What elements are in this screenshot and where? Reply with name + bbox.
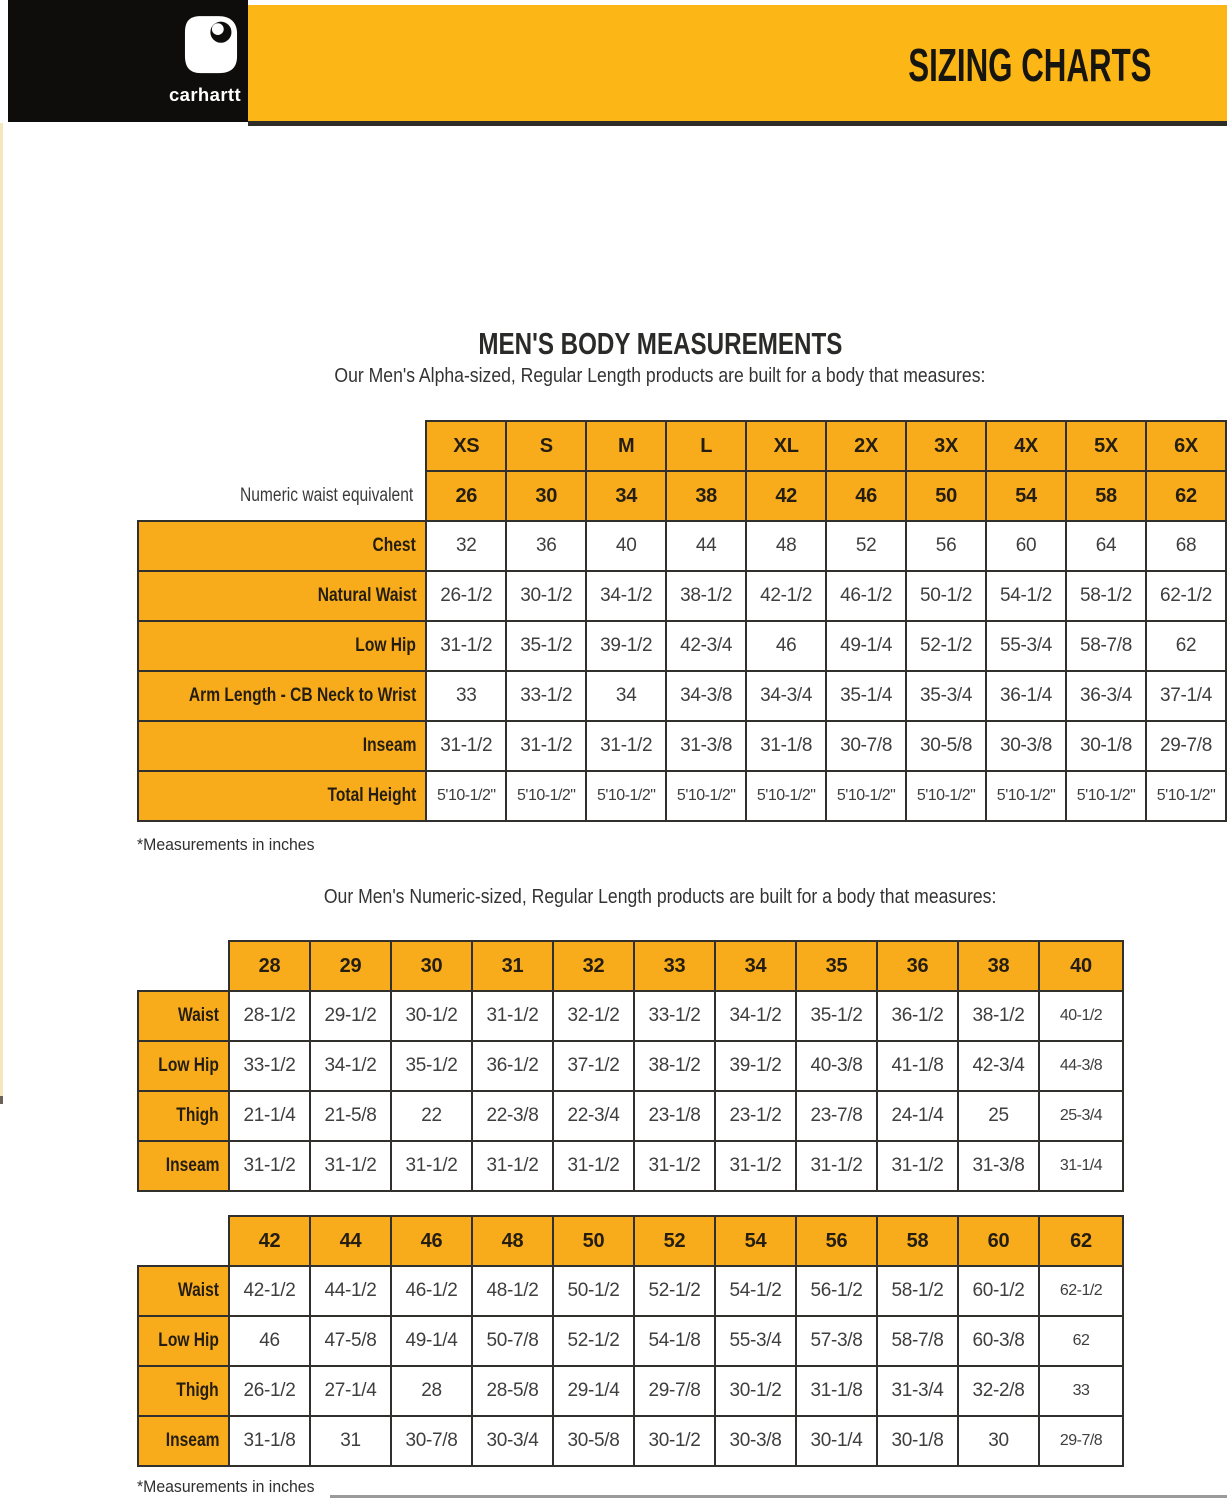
- measurement-cell: 28: [391, 1366, 472, 1416]
- row-label-cell: [138, 1316, 229, 1366]
- measurement-cell: 49-1/4: [826, 621, 906, 671]
- measurement-cell: 54-1/2: [715, 1266, 796, 1316]
- measurement-cell: 31-1/8: [229, 1416, 310, 1466]
- size-header-cell: L: [666, 421, 746, 471]
- size-header-row: [138, 421, 1226, 471]
- carhartt-c-icon: [180, 11, 242, 77]
- measurement-cell: 30: [958, 1416, 1039, 1466]
- measurement-cell: 34-1/2: [586, 571, 666, 621]
- measurement-cell: 5'10-1/2": [426, 771, 506, 821]
- numeric-size-table-42-62: [137, 1215, 1124, 1467]
- carhartt-logo-box: [8, 0, 248, 122]
- measurement-cell: 5'10-1/2": [986, 771, 1066, 821]
- measurement-cell: 21-1/4: [229, 1091, 310, 1141]
- measurement-cell: 36-1/4: [986, 671, 1066, 721]
- size-header-cell: 56: [796, 1216, 877, 1266]
- row-label-cell: [138, 671, 426, 721]
- row-label-cell-text: Low Hip: [158, 1330, 219, 1351]
- size-header-cell: 38: [958, 941, 1039, 991]
- measurement-cell: 31-1/2: [796, 1141, 877, 1191]
- row-label-cell: [138, 621, 426, 671]
- row-label-cell-text: Inseam: [362, 735, 417, 756]
- measurement-cell: 41-1/8: [877, 1041, 958, 1091]
- measurements-in-inches-note: *Measurements in inches: [137, 835, 315, 854]
- size-header-cell: 5X: [1066, 421, 1146, 471]
- measurement-cell: 40: [586, 521, 666, 571]
- numeric-waist-label: [138, 471, 426, 521]
- measurement-cell: 68: [1146, 521, 1226, 571]
- measurement-cell: 25: [958, 1091, 1039, 1141]
- size-header-cell: 50: [553, 1216, 634, 1266]
- row-label-cell: [138, 571, 426, 621]
- size-header-cell: XL: [746, 421, 826, 471]
- measurement-row: [138, 1366, 1123, 1416]
- banner-underline: [248, 121, 1227, 126]
- measurement-cell: 50-7/8: [472, 1316, 553, 1366]
- measurement-cell: 62-1/2: [1146, 571, 1226, 621]
- row-label-cell: [138, 771, 426, 821]
- measurement-cell: 60-3/8: [958, 1316, 1039, 1366]
- measurement-cell: 46-1/2: [826, 571, 906, 621]
- measurement-row: [138, 1266, 1123, 1316]
- size-header-cell: 52: [634, 1216, 715, 1266]
- measurement-cell: 23-1/2: [715, 1091, 796, 1141]
- measurement-cell: 23-1/8: [634, 1091, 715, 1141]
- measurement-cell: 29-7/8: [1146, 721, 1226, 771]
- measurement-cell: 44-3/8: [1039, 1041, 1123, 1091]
- row-label-cell-text: Inseam: [165, 1155, 219, 1176]
- measurement-cell: 22: [391, 1091, 472, 1141]
- measurement-cell: 36: [506, 521, 586, 571]
- measurement-cell: 35-1/2: [506, 621, 586, 671]
- numeric-waist-cell: 46: [826, 471, 906, 521]
- row-label-cell-text: Inseam: [165, 1430, 219, 1451]
- size-header-cell: 62: [1039, 1216, 1123, 1266]
- size-header-cell: 28: [229, 941, 310, 991]
- measurement-cell: 30-7/8: [826, 721, 906, 771]
- measurement-cell: 48-1/2: [472, 1266, 553, 1316]
- measurement-cell: 58-1/2: [1066, 571, 1146, 621]
- numeric-waist-label-text: Numeric waist equivalent: [240, 484, 414, 506]
- size-header-cell: 30: [391, 941, 472, 991]
- measurement-cell: 38-1/2: [666, 571, 746, 621]
- measurement-cell: 23-7/8: [796, 1091, 877, 1141]
- measurement-cell: 44: [666, 521, 746, 571]
- measurement-cell: 31-3/8: [958, 1141, 1039, 1191]
- numeric-waist-row: [138, 471, 1226, 521]
- row-label-cell: [138, 521, 426, 571]
- measurement-cell: 31-1/2: [229, 1141, 310, 1191]
- size-header-cell: 40: [1039, 941, 1123, 991]
- measurement-cell: 46: [229, 1316, 310, 1366]
- measurement-cell: 33-1/2: [229, 1041, 310, 1091]
- row-label-cell-text: Low Hip: [158, 1055, 219, 1076]
- measurement-cell: 34-3/8: [666, 671, 746, 721]
- measurement-cell: 56-1/2: [796, 1266, 877, 1316]
- size-header-cell: 36: [877, 941, 958, 991]
- measurement-cell: 62: [1039, 1316, 1123, 1366]
- measurement-cell: 48: [746, 521, 826, 571]
- measurement-cell: 32-1/2: [553, 991, 634, 1041]
- size-header-cell: 31: [472, 941, 553, 991]
- numeric-waist-cell: 42: [746, 471, 826, 521]
- brand-wordmark: carhartt: [168, 84, 242, 105]
- measurement-cell: 28-1/2: [229, 991, 310, 1041]
- measurement-cell: 62-1/2: [1039, 1266, 1123, 1316]
- measurement-cell: 56: [906, 521, 986, 571]
- measurement-cell: 31-1/2: [877, 1141, 958, 1191]
- bottom-divider-line: [330, 1495, 1227, 1498]
- size-header-cell: 60: [958, 1216, 1039, 1266]
- numeric-waist-cell: 26: [426, 471, 506, 521]
- measurements-in-inches-note: *Measurements in inches: [137, 1477, 315, 1496]
- measurement-cell: 22-3/4: [553, 1091, 634, 1141]
- numeric-waist-cell: 54: [986, 471, 1066, 521]
- measurement-cell: 54-1/8: [634, 1316, 715, 1366]
- measurement-cell: 36-1/2: [877, 991, 958, 1041]
- measurement-cell: 50-1/2: [906, 571, 986, 621]
- measurement-cell: 46-1/2: [391, 1266, 472, 1316]
- measurement-cell: 39-1/2: [586, 621, 666, 671]
- measurement-cell: 35-1/2: [391, 1041, 472, 1091]
- measurement-cell: 52: [826, 521, 906, 571]
- measurement-cell: 38-1/2: [958, 991, 1039, 1041]
- measurement-cell: 52-1/2: [906, 621, 986, 671]
- measurement-cell: 31-1/2: [426, 721, 506, 771]
- measurement-cell: 35-1/4: [826, 671, 906, 721]
- measurement-cell: 58-7/8: [877, 1316, 958, 1366]
- measurement-cell: 37-1/4: [1146, 671, 1226, 721]
- numeric-size-table-42-62-mount: [137, 1215, 1124, 1467]
- size-header-cell: 34: [715, 941, 796, 991]
- numeric-waist-cell: 58: [1066, 471, 1146, 521]
- measurement-cell: 31-1/2: [715, 1141, 796, 1191]
- measurement-cell: 31-1/2: [634, 1141, 715, 1191]
- measurement-cell: 29-7/8: [1039, 1416, 1123, 1466]
- measurement-cell: 62: [1146, 621, 1226, 671]
- measurement-cell: 5'10-1/2": [666, 771, 746, 821]
- measurement-cell: 5'10-1/2": [906, 771, 986, 821]
- measurement-cell: 31: [310, 1416, 391, 1466]
- size-header-cell: 35: [796, 941, 877, 991]
- row-label-cell-text: Arm Length - CB Neck to Wrist: [188, 685, 417, 706]
- measurement-cell: 26-1/2: [426, 571, 506, 621]
- measurement-cell: 31-3/8: [666, 721, 746, 771]
- measurement-cell: 31-1/2: [310, 1141, 391, 1191]
- size-header-cell: XS: [426, 421, 506, 471]
- numeric-waist-cell: 30: [506, 471, 586, 521]
- measurement-cell: 35-1/2: [796, 991, 877, 1041]
- size-header-cell: 33: [634, 941, 715, 991]
- numeric-waist-cell: 38: [666, 471, 746, 521]
- measurement-cell: 29-1/4: [553, 1366, 634, 1416]
- row-label-cell-text: Thigh: [176, 1380, 219, 1401]
- page-edge-tick: [0, 1096, 3, 1104]
- row-label-cell: [138, 1041, 229, 1091]
- size-header-cell: M: [586, 421, 666, 471]
- measurement-row: [138, 521, 1226, 571]
- measurement-cell: 21-5/8: [310, 1091, 391, 1141]
- measurement-cell: 39-1/2: [715, 1041, 796, 1091]
- measurement-cell: 5'10-1/2": [506, 771, 586, 821]
- size-header-cell: S: [506, 421, 586, 471]
- size-header-cell: 58: [877, 1216, 958, 1266]
- row-label-cell: [138, 1091, 229, 1141]
- measurement-cell: 36-1/2: [472, 1041, 553, 1091]
- measurement-cell: 34-1/2: [715, 991, 796, 1041]
- measurement-cell: 34-3/4: [746, 671, 826, 721]
- measurement-cell: 31-1/2: [472, 1141, 553, 1191]
- size-header-cell: 46: [391, 1216, 472, 1266]
- measurement-cell: 31-1/8: [746, 721, 826, 771]
- row-label-cell: [138, 1366, 229, 1416]
- measurement-cell: 42-1/2: [746, 571, 826, 621]
- row-label-cell: [138, 721, 426, 771]
- blank-cell: [138, 1216, 229, 1266]
- measurement-cell: 28-5/8: [472, 1366, 553, 1416]
- measurement-cell: 30-1/8: [877, 1416, 958, 1466]
- row-label-cell: [138, 1416, 229, 1466]
- measurement-cell: 30-1/2: [715, 1366, 796, 1416]
- numeric-size-table-28-40: [137, 940, 1124, 1192]
- measurement-cell: 60: [986, 521, 1066, 571]
- measurement-cell: 46: [746, 621, 826, 671]
- row-label-cell-text: Thigh: [176, 1105, 219, 1126]
- measurement-cell: 36-3/4: [1066, 671, 1146, 721]
- measurement-cell: 60-1/2: [958, 1266, 1039, 1316]
- measurement-cell: 33: [1039, 1366, 1123, 1416]
- row-label-cell: [138, 991, 229, 1041]
- row-label-cell-text: Natural Waist: [317, 585, 417, 606]
- size-header-cell: 32: [553, 941, 634, 991]
- alpha-size-table-mount: [137, 420, 1227, 822]
- measurement-cell: 26-1/2: [229, 1366, 310, 1416]
- measurement-cell: 55-3/4: [986, 621, 1066, 671]
- measurement-cell: 42-3/4: [666, 621, 746, 671]
- measurement-cell: 42-1/2: [229, 1266, 310, 1316]
- numeric-sized-subtitle: Our Men's Numeric-sized, Regular Length products are built for a body that measures:: [323, 886, 997, 908]
- row-label-cell-text: Chest: [372, 535, 417, 556]
- row-label-cell: [138, 1266, 229, 1316]
- measurement-cell: 34-1/2: [310, 1041, 391, 1091]
- measurement-cell: 31-3/4: [877, 1366, 958, 1416]
- measurement-cell: 31-1/8: [796, 1366, 877, 1416]
- measurement-cell: 29-7/8: [634, 1366, 715, 1416]
- measurement-cell: 35-3/4: [906, 671, 986, 721]
- size-header-cell: 6X: [1146, 421, 1226, 471]
- measurement-cell: 5'10-1/2": [746, 771, 826, 821]
- measurement-row: [138, 671, 1226, 721]
- measurement-cell: 52-1/2: [553, 1316, 634, 1366]
- measurement-cell: 5'10-1/2": [586, 771, 666, 821]
- size-header-row: [138, 1216, 1123, 1266]
- measurement-cell: 31-1/2: [553, 1141, 634, 1191]
- measurement-cell: 30-1/2: [506, 571, 586, 621]
- alpha-size-table: [137, 420, 1227, 822]
- measurement-cell: 5'10-1/2": [826, 771, 906, 821]
- measurement-cell: 27-1/4: [310, 1366, 391, 1416]
- measurement-cell: 30-3/8: [715, 1416, 796, 1466]
- measurement-cell: 31-1/2: [586, 721, 666, 771]
- measurement-cell: 64: [1066, 521, 1146, 571]
- measurement-cell: 31-1/2: [426, 621, 506, 671]
- measurement-cell: 58-7/8: [1066, 621, 1146, 671]
- measurement-cell: 40-1/2: [1039, 991, 1123, 1041]
- measurement-row: [138, 1041, 1123, 1091]
- measurement-cell: 57-3/8: [796, 1316, 877, 1366]
- measurement-row: [138, 771, 1226, 821]
- measurement-cell: 22-3/8: [472, 1091, 553, 1141]
- size-header-cell: 29: [310, 941, 391, 991]
- row-label-cell-text: Total Height: [327, 785, 417, 806]
- measurement-cell: 33-1/2: [506, 671, 586, 721]
- size-header-cell: 2X: [826, 421, 906, 471]
- measurement-cell: 32: [426, 521, 506, 571]
- measurement-cell: 44-1/2: [310, 1266, 391, 1316]
- measurement-cell: 40-3/8: [796, 1041, 877, 1091]
- measurement-cell: 5'10-1/2": [1146, 771, 1226, 821]
- row-label-cell-text: Low Hip: [355, 635, 417, 656]
- measurement-cell: 47-5/8: [310, 1316, 391, 1366]
- measurement-row: [138, 571, 1226, 621]
- measurement-cell: 31-1/2: [472, 991, 553, 1041]
- size-header-cell: 48: [472, 1216, 553, 1266]
- measurement-row: [138, 1416, 1123, 1466]
- measurement-row: [138, 1141, 1123, 1191]
- size-header-row: [138, 941, 1123, 991]
- section-heading-mens-body-measurements: MEN'S BODY MEASUREMENTS: [477, 326, 843, 361]
- measurement-cell: 32-2/8: [958, 1366, 1039, 1416]
- measurement-cell: 49-1/4: [391, 1316, 472, 1366]
- measurement-cell: 30-1/2: [634, 1416, 715, 1466]
- measurement-cell: 37-1/2: [553, 1041, 634, 1091]
- measurement-cell: 30-5/8: [906, 721, 986, 771]
- measurement-cell: 52-1/2: [634, 1266, 715, 1316]
- measurement-row: [138, 991, 1123, 1041]
- blank-cell: [138, 421, 426, 471]
- alpha-sized-subtitle: Our Men's Alpha-sized, Regular Length products are built for a body that measures:: [334, 365, 986, 387]
- row-label-cell-text: Waist: [178, 1280, 219, 1301]
- page-banner-title: SIZING CHARTS: [908, 39, 1152, 91]
- measurement-cell: 31-1/2: [506, 721, 586, 771]
- measurement-cell: 58-1/2: [877, 1266, 958, 1316]
- measurement-cell: 5'10-1/2": [1066, 771, 1146, 821]
- row-label-cell: [138, 1141, 229, 1191]
- measurement-row: [138, 721, 1226, 771]
- measurement-cell: 30-5/8: [553, 1416, 634, 1466]
- measurement-cell: 42-3/4: [958, 1041, 1039, 1091]
- size-header-cell: 3X: [906, 421, 986, 471]
- measurement-cell: 24-1/4: [877, 1091, 958, 1141]
- measurement-cell: 30-1/4: [796, 1416, 877, 1466]
- measurement-cell: 30-7/8: [391, 1416, 472, 1466]
- measurement-cell: 31-1/4: [1039, 1141, 1123, 1191]
- measurement-cell: 25-3/4: [1039, 1091, 1123, 1141]
- measurement-cell: 31-1/2: [391, 1141, 472, 1191]
- measurement-cell: 29-1/2: [310, 991, 391, 1041]
- numeric-size-table-28-40-mount: [137, 940, 1124, 1192]
- measurement-cell: 30-3/4: [472, 1416, 553, 1466]
- measurement-cell: 54-1/2: [986, 571, 1066, 621]
- size-header-cell: 44: [310, 1216, 391, 1266]
- numeric-waist-cell: 62: [1146, 471, 1226, 521]
- measurement-row: [138, 621, 1226, 671]
- measurement-cell: 50-1/2: [553, 1266, 634, 1316]
- measurement-cell: 55-3/4: [715, 1316, 796, 1366]
- measurement-row: [138, 1316, 1123, 1366]
- measurement-cell: 34: [586, 671, 666, 721]
- measurement-cell: 33: [426, 671, 506, 721]
- measurement-cell: 38-1/2: [634, 1041, 715, 1091]
- measurement-row: [138, 1091, 1123, 1141]
- size-header-cell: 54: [715, 1216, 796, 1266]
- page-edge-artifact: [0, 123, 3, 1098]
- measurement-cell: 30-3/8: [986, 721, 1066, 771]
- numeric-waist-cell: 50: [906, 471, 986, 521]
- blank-cell: [138, 941, 229, 991]
- row-label-cell-text: Waist: [178, 1005, 219, 1026]
- measurement-cell: 30-1/2: [391, 991, 472, 1041]
- numeric-waist-cell: 34: [586, 471, 666, 521]
- size-header-cell: 4X: [986, 421, 1066, 471]
- measurement-cell: 33-1/2: [634, 991, 715, 1041]
- measurement-cell: 30-1/8: [1066, 721, 1146, 771]
- size-header-cell: 42: [229, 1216, 310, 1266]
